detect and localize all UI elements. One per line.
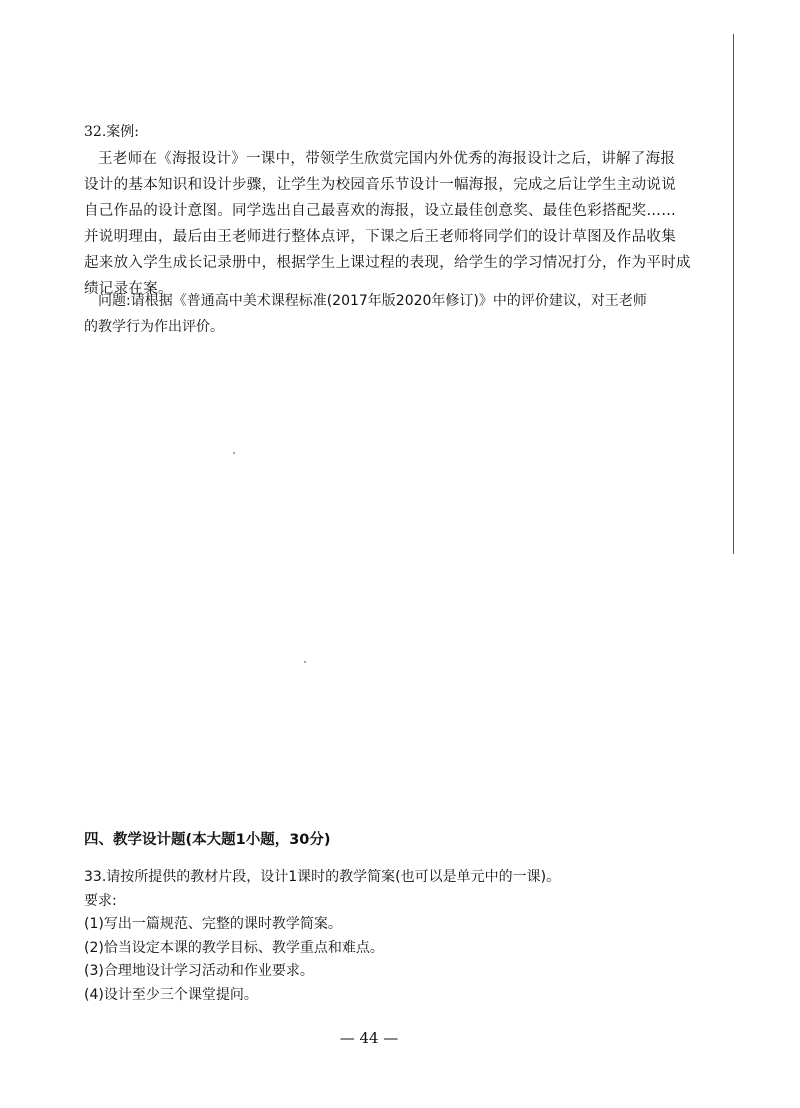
case-line: 并说明理由，最后由王老师进行整体点评，下课之后王老师将同学们的设计草图及作品收集 (84, 229, 676, 245)
requirements-label: 要求: (84, 892, 117, 909)
requirement-item: (4)设计至少三个课堂提问。 (84, 986, 258, 1003)
question-32-prompt (84, 288, 704, 340)
case-line: 绩记录在案。 (84, 281, 173, 297)
question-line: 问题:请根据《普通高中美术课程标准(2017年版2020年修订)》中的评价建议，对王老师 (98, 293, 647, 309)
question-line: 的教学行为作出评价。 (84, 319, 224, 335)
case-line: 自己作品的设计意图。同学选出自己最喜欢的海报，设立最佳创意奖、最佳色彩搭配奖…… (84, 203, 676, 219)
case-line: 王老师在《海报设计》一课中，带领学生欣赏完国内外优秀的海报设计之后，讲解了海报 (98, 151, 676, 167)
requirement-item: (2)恰当设定本课的教学目标、教学重点和难点。 (84, 939, 384, 956)
question-33-stem: 33.请按所提供的教材片段，设计1课时的教学简案(也可以是单元中的一课)。 (84, 869, 561, 885)
case-line: 起来放入学生成长记录册中，根据学生上课过程的表现，给学生的学习情况打分，作为平时成 (84, 255, 691, 271)
scan-speck (233, 452, 235, 454)
question-32-case-text (84, 146, 704, 302)
question-32-number: 32.案例: (84, 124, 139, 140)
case-line: 设计的基本知识和设计步骤，让学生为校园音乐节设计一幅海报，完成之后让学生主动说说 (84, 177, 676, 193)
requirement-item: (3)合理地设计学习活动和作业要求。 (84, 963, 314, 979)
page-number: — 44 — (339, 1029, 399, 1047)
section-4-title: 四、教学设计题(本大题1小题，30分) (84, 832, 331, 848)
question-33 (84, 866, 704, 1007)
margin-rule (733, 34, 734, 554)
requirement-item: (1)写出一篇规范、完整的课时教学简案。 (84, 916, 342, 932)
scan-speck (304, 661, 306, 663)
